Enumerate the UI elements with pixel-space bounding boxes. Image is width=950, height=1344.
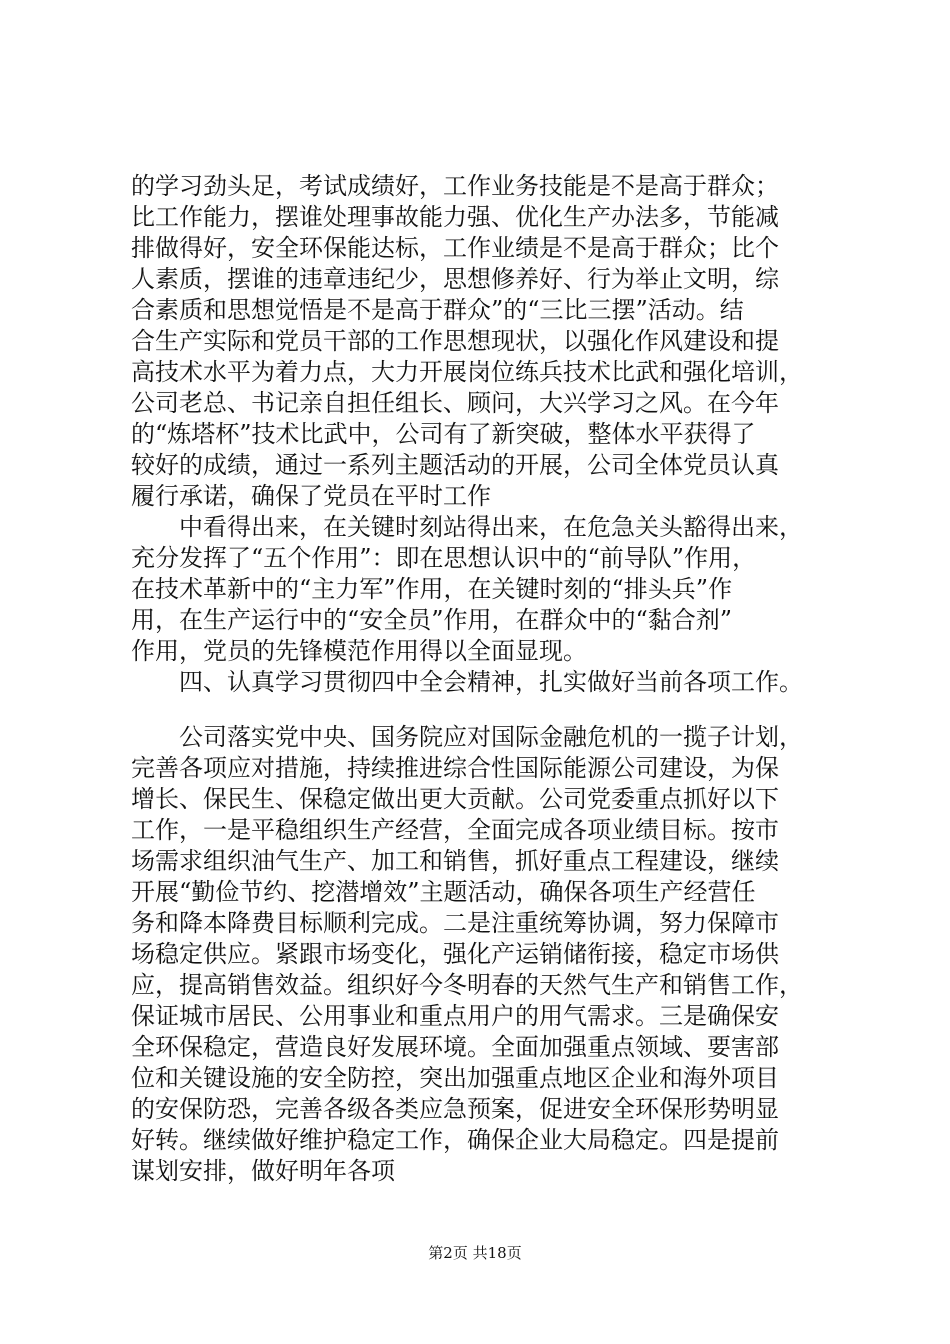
- text-line: 较好的成绩，通过一系列主题活动的开展，公司全体党员认真: [131, 451, 779, 479]
- text-line: 用，在生产运行中的“安全员”作用，在群众中的“黏合剂”: [131, 606, 733, 634]
- text-line: 比工作能力，摆谁处理事故能力强、优化生产办法多，节能减: [131, 203, 779, 231]
- text-line: 好转。继续做好维护稳定工作，确保企业大局稳定。四是提前: [131, 1126, 779, 1154]
- text-line: 充分发挥了“五个作用”：即在思想认识中的“前导队”作用，: [131, 544, 757, 572]
- text-line: 四、认真学习贯彻四中全会精神，扎实做好当前各项工作。: [131, 668, 803, 696]
- text-line: 应，提高销售效益。组织好今冬明春的天然气生产和销售工作，: [131, 971, 803, 999]
- text-line: 完善各项应对措施，持续推进综合性国际能源公司建设，为保: [131, 754, 779, 782]
- text-line: 的安保防恐，完善各级各类应急预案，促进安全环保形势明显: [131, 1095, 779, 1123]
- text-line: 保证城市居民、公用事业和重点用户的用气需求。三是确保安: [131, 1002, 779, 1030]
- text-line: 在技术革新中的“主力军”作用，在关键时刻的“排头兵”作: [131, 575, 733, 603]
- text-line: 工作，一是平稳组织生产经营，全面完成各项业绩目标。按市: [131, 816, 779, 844]
- text-line: 场稳定供应。紧跟市场变化，强化产运销储衔接，稳定市场供: [131, 940, 779, 968]
- text-line: 开展“勤俭节约、挖潜增效”主题活动，确保各项生产经营任: [131, 878, 756, 906]
- text-line: 场需求组织油气生产、加工和销售，抓好重点工程建设，继续: [131, 847, 779, 875]
- text-line: 的学习劲头足，考试成绩好，工作业务技能是不是高于群众；: [131, 172, 779, 200]
- text-line: 高技术水平为着力点，大力开展岗位练兵技术比武和强化培训，: [131, 358, 803, 386]
- text-line: 公司老总、书记亲自担任组长、顾问，大兴学习之风。在今年: [131, 389, 779, 417]
- text-line: 的“炼塔杯”技术比武中，公司有了新突破，整体水平获得了: [131, 420, 756, 448]
- text-line: 公司落实党中央、国务院应对国际金融危机的一揽子计划，: [131, 723, 803, 751]
- text-line: 排做得好，安全环保能达标，工作业绩是不是高于群众；比个: [131, 234, 779, 262]
- text-line: 履行承诺，确保了党员在平时工作: [131, 482, 491, 510]
- page-footer: 第2页 共18页: [428, 1244, 522, 1262]
- blank-line: [131, 698, 856, 722]
- text-line: 作用，党员的先锋模范作用得以全面显现。: [131, 637, 587, 665]
- text-line: 合素质和思想觉悟是不是高于群众”的“三比三摆”活动。结: [131, 296, 744, 324]
- text-line: 增长、保民生、保稳定做出更大贡献。公司党委重点抓好以下: [131, 785, 779, 813]
- text-line: 合生产实际和党员干部的工作思想现状，以强化作风建设和提: [131, 327, 779, 355]
- text-line: 位和关键设施的安全防控，突出加强重点地区企业和海外项目: [131, 1064, 779, 1092]
- text-line: 务和降本降费目标顺利完成。二是注重统筹协调，努力保障市: [131, 909, 779, 937]
- text-line: 人素质，摆谁的违章违纪少，思想修养好、行为举止文明，综: [131, 265, 779, 293]
- text-line: 全环保稳定，营造良好发展环境。全面加强重点领域、要害部: [131, 1033, 779, 1061]
- text-line: 中看得出来，在关键时刻站得出来，在危急关头豁得出来，: [131, 513, 803, 541]
- body-text: [131, 171, 856, 1187]
- text-line: 谋划安排，做好明年各项: [131, 1157, 395, 1185]
